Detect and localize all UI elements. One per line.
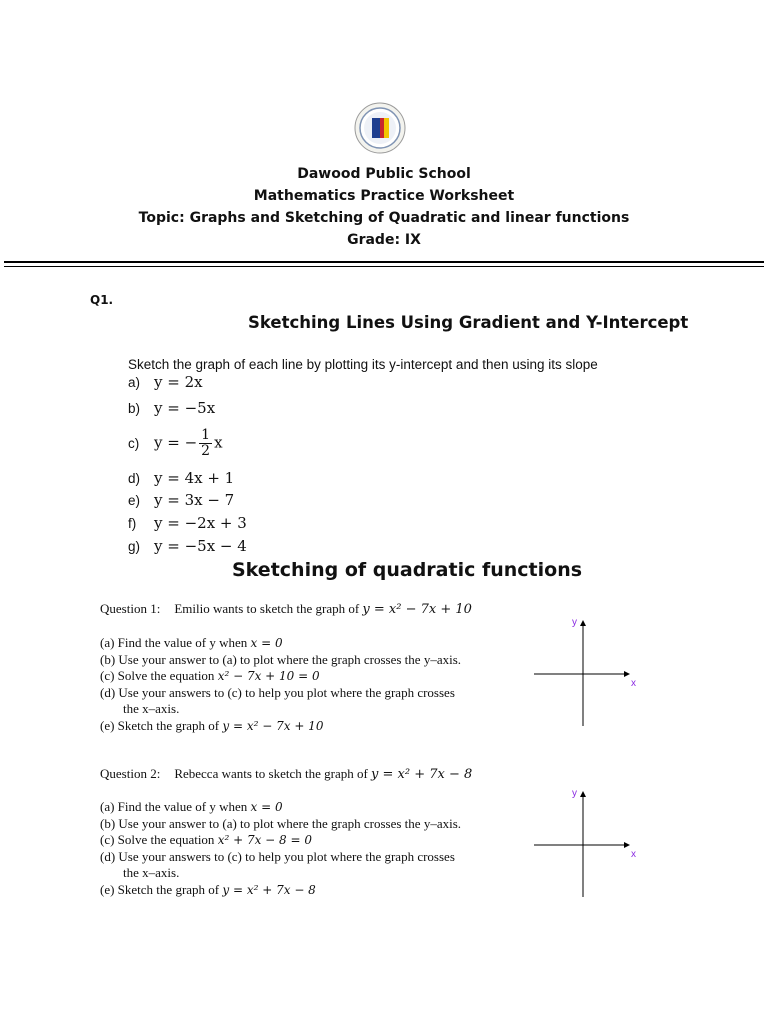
part-d: (d) Use your answers to (c) to help you plot where the graph crosses <box>100 684 455 700</box>
part-d: (d) Use your answers to (c) to help you plot where the graph crosses <box>100 848 455 864</box>
quadratic-question-2 <box>100 766 472 782</box>
item-equation: y = 4x + 1 <box>154 469 235 487</box>
item-label: g) <box>128 538 141 554</box>
part-b: (b) Use your answer to (a) to plot where the graph crosses the y–axis. <box>100 815 462 831</box>
part-b: (b) Use your answer to (a) to plot where the graph crosses the y–axis. <box>100 651 462 667</box>
part-a: (a) Find the value of y when x = 0 <box>100 799 283 814</box>
line-item <box>128 536 247 556</box>
question-equation: y = x² + 7x − 8 <box>371 767 473 782</box>
x-axis-label: x <box>631 678 636 689</box>
fraction-denominator: 2 <box>201 442 211 459</box>
part-c: (c) Solve the equation x² − 7x + 10 = 0 <box>100 668 320 683</box>
question-label: Q1. <box>90 293 114 307</box>
part-d-continued: the x–axis. <box>123 865 180 880</box>
item-equation: y = −2x + 3 <box>154 514 247 532</box>
question-lead: Question 2: <box>100 766 161 781</box>
blank-axes-1 <box>530 612 660 742</box>
item-equation <box>154 428 223 459</box>
line-item <box>128 468 234 488</box>
question-text: Rebecca wants to sketch the graph of <box>174 766 368 781</box>
item-label: d) <box>128 470 141 486</box>
part-e: (e) Sketch the graph of y = x² − 7x + 10 <box>100 717 324 733</box>
worksheet-title: Mathematics Practice Worksheet <box>253 188 515 204</box>
item-label: c) <box>128 435 140 451</box>
item-label: a) <box>128 374 141 390</box>
line-item <box>128 372 203 392</box>
item-equation: y = −5x − 4 <box>154 537 247 555</box>
question-text: Emilio wants to sketch the graph of <box>174 601 360 616</box>
fraction <box>199 428 212 459</box>
item-label: b) <box>128 400 141 416</box>
line-item <box>128 513 247 533</box>
school-name: Dawood Public School <box>297 166 471 182</box>
line-item <box>128 490 234 510</box>
question-1-parts <box>100 635 461 734</box>
section-title-quadratic: Sketching of quadratic functions <box>232 559 583 581</box>
line-item <box>128 398 215 418</box>
item-equation: y = 2x <box>154 373 203 391</box>
grade-line: Grade: IX <box>347 232 421 248</box>
item-label: f) <box>128 515 137 531</box>
question-lead: Question 1: <box>100 601 161 616</box>
item-label: e) <box>128 492 141 508</box>
line-item <box>128 426 223 459</box>
question-equation: y = x² − 7x + 10 <box>362 602 472 617</box>
item-equation: y = −5x <box>154 399 216 417</box>
section-title-linear: Sketching Lines Using Gradient and Y-Intercept <box>248 313 689 332</box>
fraction-numerator: 1 <box>201 426 211 443</box>
topic-line: Topic: Graphs and Sketching of Quadratic and linear functions <box>138 210 630 226</box>
equation-prefix: y = − <box>154 433 198 451</box>
worksheet-header <box>0 163 768 251</box>
linear-instruction: Sketch the graph of each line by plotting its y-intercept and then using its slope <box>128 357 598 372</box>
header-divider <box>4 261 764 263</box>
x-axis-label: x <box>631 849 636 860</box>
blank-axes-2 <box>530 783 660 913</box>
y-axis-label: y <box>572 788 577 799</box>
header-divider-thin <box>4 266 764 267</box>
quadratic-question-1 <box>100 601 472 617</box>
part-d-continued: the x–axis. <box>123 701 180 716</box>
part-c: (c) Solve the equation x² + 7x − 8 = 0 <box>100 832 312 847</box>
question-2-parts <box>100 799 461 898</box>
equation-suffix: x <box>214 433 223 451</box>
part-a: (a) Find the value of y when x = 0 <box>100 635 283 650</box>
part-e: (e) Sketch the graph of y = x² + 7x − 8 <box>100 881 316 897</box>
school-crest-logo <box>354 102 406 154</box>
y-axis-label: y <box>572 617 577 628</box>
item-equation: y = 3x − 7 <box>154 491 235 509</box>
